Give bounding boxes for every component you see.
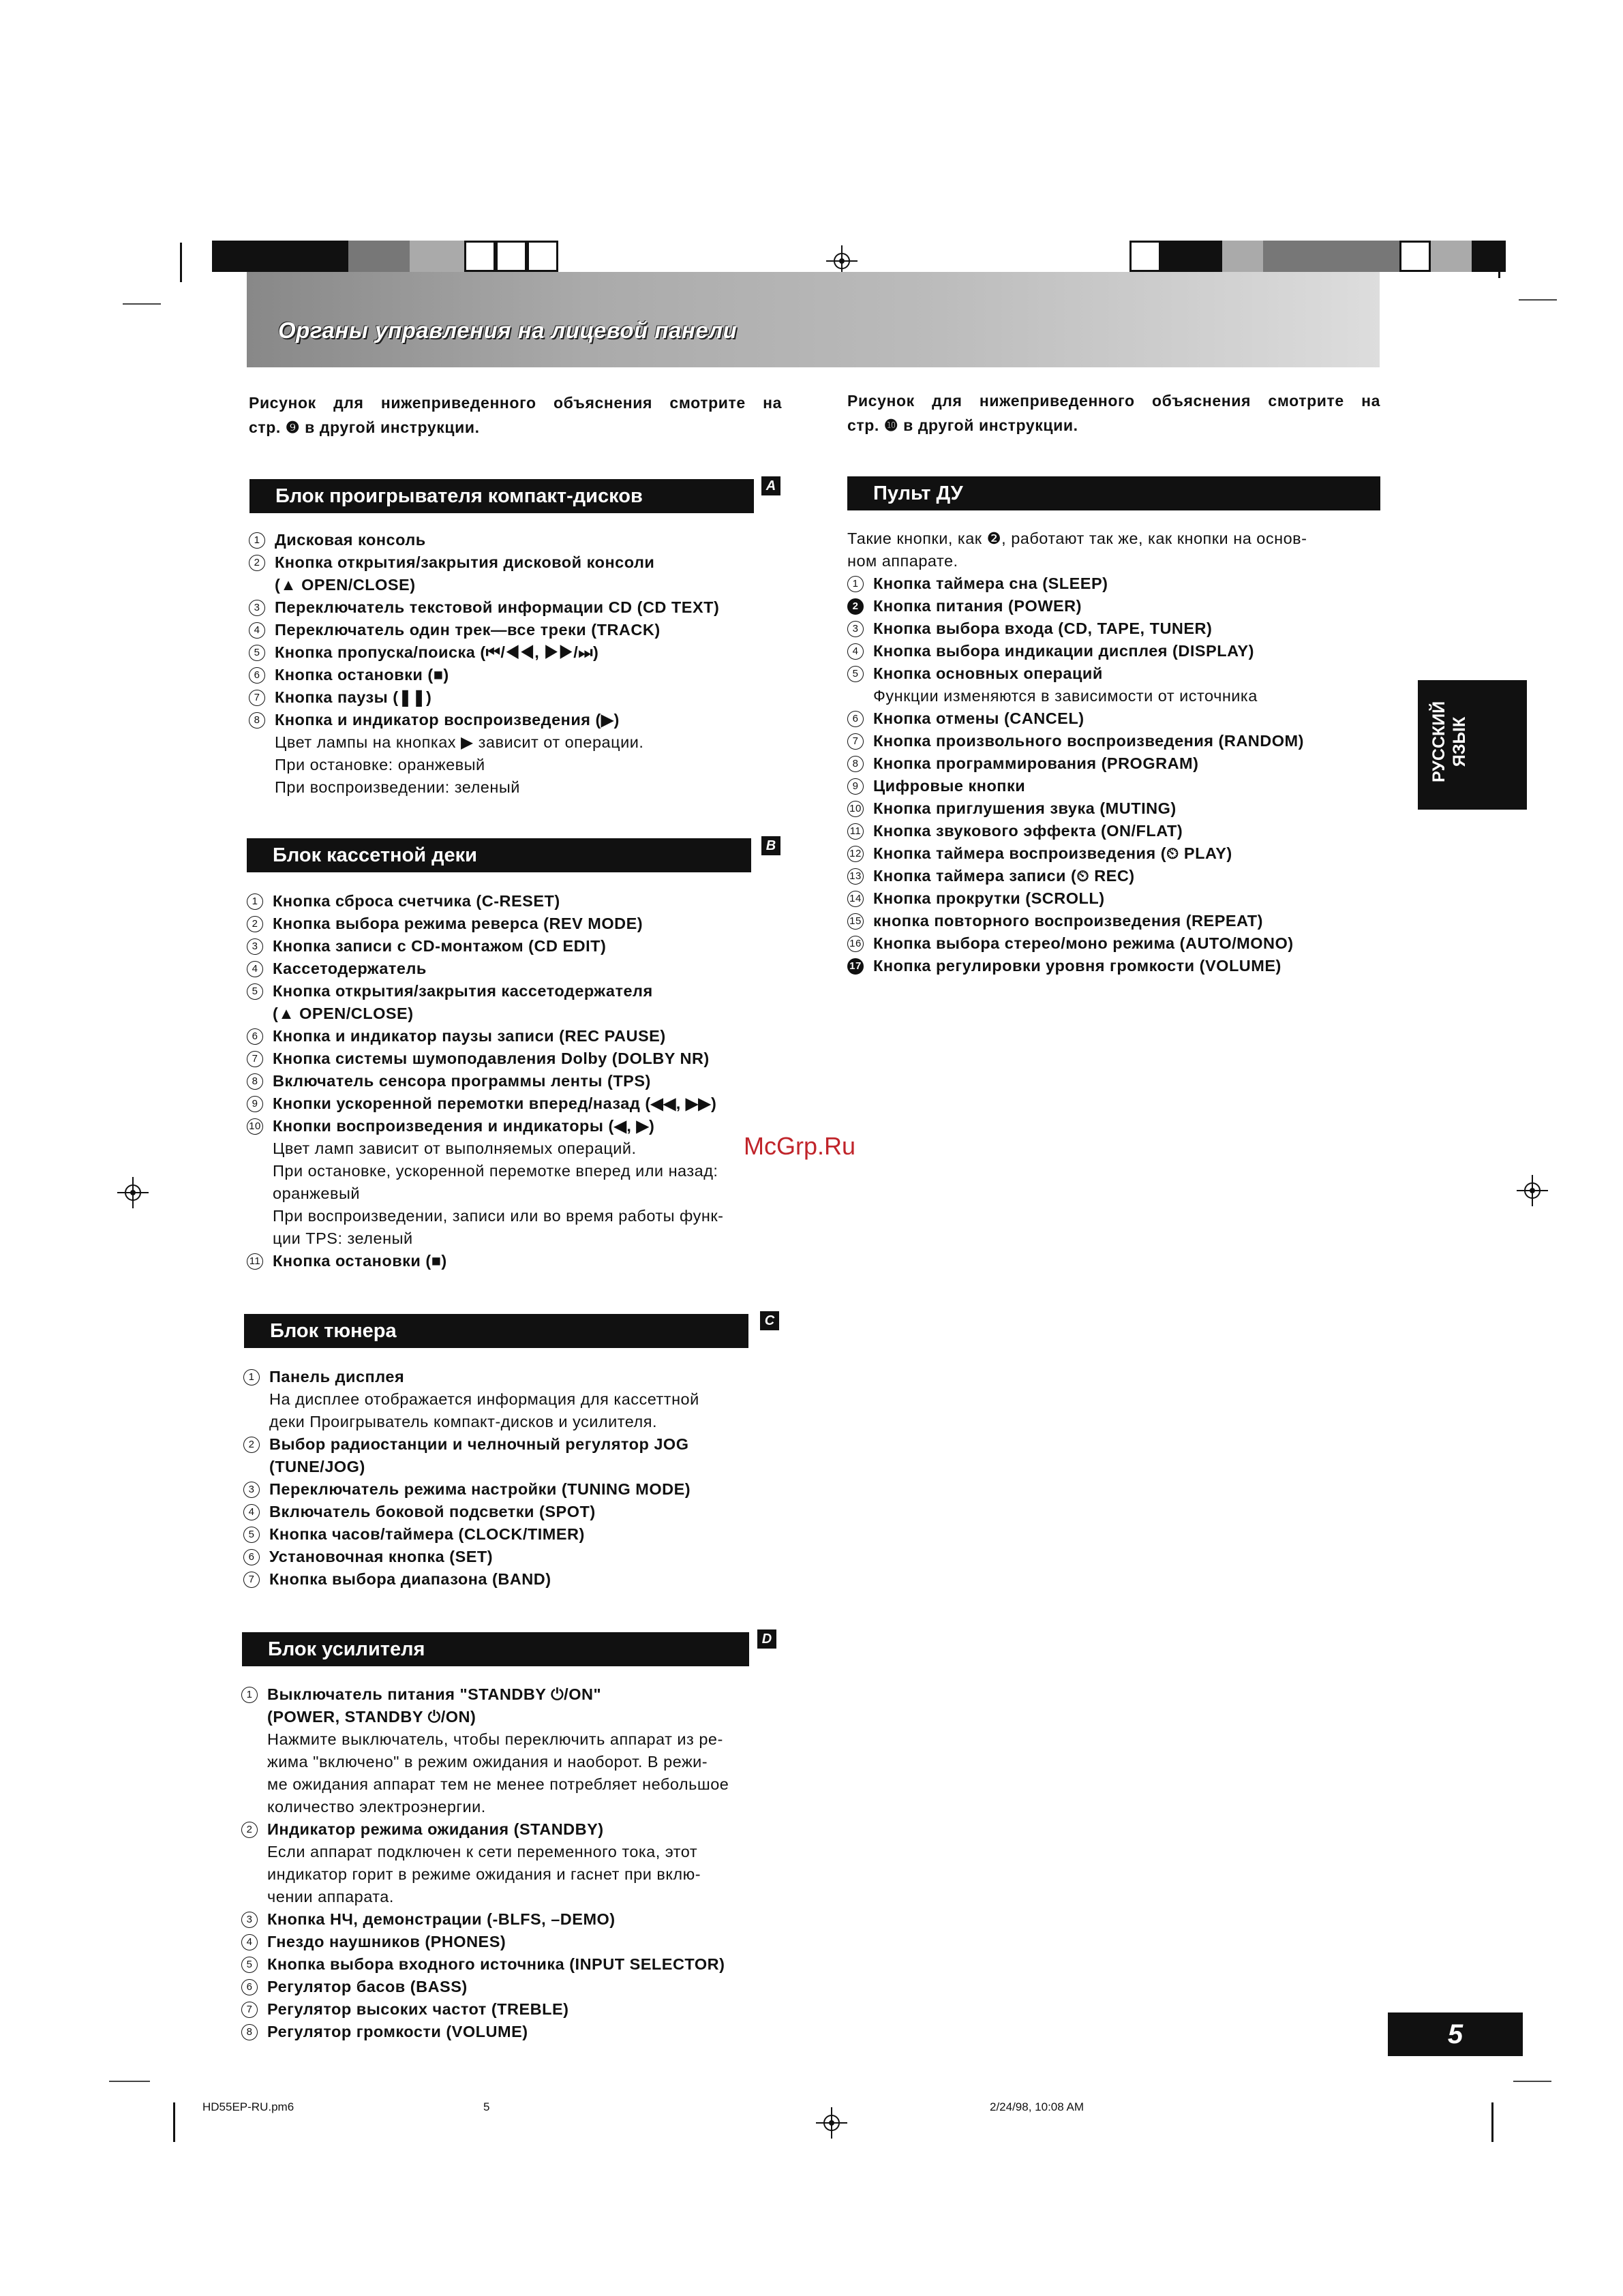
item-text: Выключатель питания "STANDBY ⏻/ON" (267, 1685, 602, 1703)
item-note (847, 685, 1304, 707)
item-text: Кнопка основных операций (873, 664, 1103, 682)
item-text: Кнопка выбора стерео/моно режима (AUTO/MONO) (873, 934, 1294, 952)
list-tape (247, 890, 723, 1272)
item-text: Кнопка таймера воспроизведения (⏲ PLAY) (873, 844, 1232, 862)
item-number: 3 (243, 1482, 260, 1498)
list-item (249, 709, 719, 731)
intro-right-line-1: Рисунок для нижеприведенного объяснения смотрите на (847, 392, 1380, 410)
section-header-remote: Пульт ДУ (847, 476, 1380, 510)
item-text: (▲ OPEN/CLOSE) (275, 576, 416, 594)
item-number: 4 (249, 622, 265, 639)
language-tab-line-1: РУССКИЙ (1429, 701, 1448, 782)
item-text: Переключатель один трек—все треки (TRACK) (275, 621, 661, 639)
item-number: 1 (243, 1369, 260, 1386)
item-number: 5 (847, 666, 864, 682)
item-number: 2 (247, 916, 263, 932)
item-text: Кнопка таймера сна (SLEEP) (873, 575, 1108, 592)
watermark: McGrp.Ru (744, 1132, 856, 1160)
item-text: Кнопка таймера записи (⏲ REC) (873, 867, 1135, 885)
list-item (247, 1092, 723, 1115)
item-text: Нажмите выключатель, чтобы переключить аппарат из ре- (267, 1730, 723, 1748)
list-item (847, 730, 1304, 752)
list-item (249, 596, 719, 619)
item-number: 8 (241, 2024, 258, 2040)
item-text: На дисплее отображается информация для кассеттной (269, 1390, 699, 1408)
crop-mark-h-bottom-right (1513, 2081, 1551, 2082)
item-text: Кнопка записи с CD-монтажом (CD EDIT) (273, 937, 607, 955)
item-number: 9 (247, 1096, 263, 1112)
item-text: Кнопка выбора входного источника (INPUT SELECTOR) (267, 1955, 725, 1973)
list-item (847, 640, 1304, 662)
section-icon-cd: A (761, 476, 780, 495)
item-number: 6 (247, 1028, 263, 1045)
item-number: 1 (847, 576, 864, 592)
item-number: 8 (247, 1073, 263, 1090)
footer-date: 2/24/98, 10:08 AM (990, 2100, 1084, 2113)
registration-bar-right (1129, 241, 1506, 272)
item-number: 1 (241, 1687, 258, 1703)
item-text: Кнопка остановки (■) (273, 1252, 447, 1270)
section-header-tuner: Блок тюнера (244, 1314, 748, 1348)
item-number: 12 (847, 846, 864, 862)
item-text: Функции изменяются в зависимости от источника (873, 687, 1258, 705)
item-text: При воспроизведении: зеленый (275, 778, 520, 796)
item-note (249, 754, 719, 776)
list-item (247, 1250, 723, 1272)
remote-intro-line-1: Такие кнопки, как ❷, работают так же, как кнопки на основ- (847, 530, 1307, 547)
list-item (247, 890, 723, 913)
item-text: Цвет ламп зависит от выполняемых операций. (273, 1139, 637, 1157)
item-text: Кнопка часов/таймера (CLOCK/TIMER) (269, 1525, 585, 1543)
list-item (247, 1025, 723, 1047)
item-text: Кнопка системы шумоподавления Dolby (DOLBY NR) (273, 1050, 710, 1067)
item-text: Кнопки ускоренной перемотки вперед/назад (◀◀, ▶▶) (273, 1095, 717, 1112)
item-text: Кнопка отмены (CANCEL) (873, 709, 1084, 727)
item-note (243, 1388, 699, 1411)
item-text: Регулятор высоких частот (TREBLE) (267, 2000, 569, 2018)
list-item (241, 2021, 729, 2043)
section-header-amp: Блок усилителя (242, 1632, 749, 1666)
item-text: Кнопка выбора диапазона (BAND) (269, 1570, 551, 1588)
crop-mark-h-right (1519, 299, 1557, 301)
crop-mark-bottom-left (173, 2102, 175, 2142)
item-number: 3 (247, 938, 263, 955)
language-tab (1418, 680, 1527, 810)
list-item (847, 910, 1304, 932)
item-number: 5 (247, 983, 263, 1000)
item-number: 4 (847, 643, 864, 660)
item-note (249, 731, 719, 754)
item-text: Кнопка выбора входа (CD, TAPE, TUNER) (873, 619, 1213, 637)
list-amp (241, 1683, 729, 2043)
item-text: ции TPS: зеленый (273, 1229, 413, 1247)
item-note (241, 1773, 729, 1796)
item-text: Кнопка паузы (❚❚) (275, 688, 432, 706)
crop-mark-h-left (123, 303, 161, 305)
remote-intro (847, 527, 1380, 572)
item-note (241, 1751, 729, 1773)
item-text: (▲ OPEN/CLOSE) (273, 1005, 414, 1022)
list-item (249, 641, 719, 664)
list-item (847, 595, 1304, 617)
list-remote (847, 572, 1304, 977)
item-number: 3 (249, 600, 265, 616)
item-continuation (241, 1706, 729, 1728)
registration-crosshair-right (1517, 1175, 1548, 1206)
item-text: (POWER, STANDBY ⏻/ON) (267, 1708, 476, 1726)
item-text: Кнопка НЧ, демонстрации (-BLFS, –DEMO) (267, 1910, 616, 1928)
item-number: 2 (243, 1437, 260, 1453)
list-item (247, 1115, 723, 1137)
list-item (847, 932, 1304, 955)
item-number: 7 (241, 2002, 258, 2018)
item-number: 10 (847, 801, 864, 817)
item-number: 6 (241, 1979, 258, 1995)
item-number: 15 (847, 913, 864, 930)
crop-mark-bottom-right (1491, 2102, 1493, 2142)
item-text: Кнопка сброса счетчика (C-RESET) (273, 892, 560, 910)
page-number: 5 (1388, 2012, 1523, 2056)
item-number: 9 (847, 778, 864, 795)
item-text: Кассетодержатель (273, 960, 427, 977)
list-item (241, 1931, 729, 1953)
crop-mark-h-bottom-left (109, 2081, 150, 2082)
item-number: 5 (243, 1527, 260, 1543)
item-number: 3 (241, 1912, 258, 1928)
list-item (847, 865, 1304, 887)
item-text: Кнопка звукового эффекта (ON/FLAT) (873, 822, 1183, 840)
item-number: 7 (247, 1051, 263, 1067)
intro-left (249, 391, 782, 440)
item-number: 11 (247, 1253, 263, 1270)
item-number: 11 (847, 823, 864, 840)
item-text: Переключатель режима настройки (TUNING MODE) (269, 1480, 691, 1498)
item-number: 2 (249, 555, 265, 571)
item-note (249, 776, 719, 799)
list-item (241, 1818, 729, 1841)
item-text: При остановке, ускоренной перемотке вперед или назад: (273, 1162, 718, 1180)
crop-mark-left-top (180, 243, 182, 282)
list-item (241, 1976, 729, 1998)
item-text: Регулятор басов (BASS) (267, 1978, 468, 1995)
list-cd (249, 529, 719, 799)
item-text: Кнопка открытия/закрытия кассетодержателя (273, 982, 653, 1000)
section-header-tape: Блок кассетной деки (247, 838, 751, 872)
item-text: При воспроизведении, записи или во время работы функ- (273, 1207, 724, 1225)
remote-intro-line-2: ном аппарате. (847, 552, 958, 570)
list-item (243, 1478, 699, 1501)
list-item (249, 619, 719, 641)
list-item (241, 1683, 729, 1706)
list-item (249, 686, 719, 709)
list-item (847, 752, 1304, 775)
item-text: Цвет лампы на кнопках ▶ зависит от операции. (275, 733, 644, 751)
list-item (247, 1047, 723, 1070)
item-note (241, 1796, 729, 1818)
item-text: Если аппарат подключен к сети переменного тока, этот (267, 1843, 698, 1861)
item-text: Кнопка выбора режима реверса (REV MODE) (273, 915, 643, 932)
item-number: 3 (847, 621, 864, 637)
registration-crosshair-bottom (816, 2107, 847, 2139)
list-item (249, 529, 719, 551)
list-item (247, 1070, 723, 1092)
list-item (243, 1568, 699, 1591)
list-item (241, 1908, 729, 1931)
item-continuation (243, 1456, 699, 1478)
list-item (847, 887, 1304, 910)
list-item (847, 955, 1304, 977)
item-text: деки Проигрыватель компакт-дисков и усилителя. (269, 1413, 657, 1430)
page-title: Органы управления на лицевой панели (278, 318, 738, 343)
item-number: 2 (241, 1822, 258, 1838)
item-continuation (247, 1002, 723, 1025)
intro-right (847, 388, 1380, 438)
list-item (241, 1998, 729, 2021)
item-text: Установочная кнопка (SET) (269, 1548, 494, 1565)
item-text: Кнопка регулировки уровня громкости (VOLUME) (873, 957, 1281, 975)
list-item (847, 842, 1304, 865)
item-text: Кнопка открытия/закрытия дисковой консоли (275, 553, 655, 571)
item-number: 1 (249, 532, 265, 549)
section-icon-tape: B (761, 836, 780, 855)
item-text: Кнопка и индикатор воспроизведения (▶) (275, 711, 620, 729)
item-number: 10 (247, 1118, 263, 1135)
item-number: 2 (847, 598, 864, 615)
item-number: 16 (847, 936, 864, 952)
item-text: Гнездо наушников (PHONES) (267, 1933, 506, 1950)
item-text: оранжевый (273, 1184, 360, 1202)
list-item (847, 820, 1304, 842)
item-number: 8 (847, 756, 864, 772)
item-number: 4 (241, 1934, 258, 1950)
item-continuation (249, 574, 719, 596)
language-tab-label (1429, 701, 1470, 782)
item-text: чении аппарата. (267, 1888, 394, 1905)
item-number: 14 (847, 891, 864, 907)
list-item (241, 1953, 729, 1976)
list-item (243, 1501, 699, 1523)
list-item (847, 662, 1304, 685)
item-number: 8 (249, 712, 265, 729)
item-number: 5 (249, 645, 265, 661)
item-text: кнопка повторного воспроизведения (REPEAT) (873, 912, 1263, 930)
item-number: 4 (243, 1504, 260, 1520)
item-text: количество электроэнергии. (267, 1798, 486, 1816)
section-icon-tuner: C (760, 1311, 779, 1330)
item-text: индикатор горит в режиме ожидания и гаснет при вклю- (267, 1865, 701, 1883)
item-text: Кнопка прокрутки (SCROLL) (873, 889, 1105, 907)
footer-file: HD55EP-RU.pm6 (202, 2100, 294, 2113)
list-item (243, 1523, 699, 1546)
item-number: 6 (249, 667, 265, 684)
item-text: Кнопка программирования (PROGRAM) (873, 754, 1199, 772)
item-text: Кнопка и индикатор паузы записи (REC PAUSE) (273, 1027, 666, 1045)
item-text: Выбор радиостанции и челночный регулятор JOG (269, 1435, 689, 1453)
item-number: 7 (847, 733, 864, 750)
list-item (249, 551, 719, 574)
item-number: 7 (243, 1572, 260, 1588)
item-number: 6 (847, 711, 864, 727)
item-number: 6 (243, 1549, 260, 1565)
list-item (247, 958, 723, 980)
item-text: Кнопки воспроизведения и индикаторы (◀, ▶) (273, 1117, 655, 1135)
item-note (247, 1160, 723, 1182)
item-text: Кнопка остановки (■) (275, 666, 449, 684)
item-text: Цифровые кнопки (873, 777, 1026, 795)
list-item (847, 572, 1304, 595)
item-number: 4 (247, 961, 263, 977)
item-text: При остановке: оранжевый (275, 756, 485, 774)
section-icon-amp: D (757, 1629, 776, 1649)
list-item (847, 797, 1304, 820)
section-header-cd: Блок проигрывателя компакт-дисков (249, 479, 754, 513)
item-number: 7 (249, 690, 265, 706)
list-item (243, 1433, 699, 1456)
item-text: Кнопка пропуска/поиска (⏮/◀◀, ▶▶/⏭) (275, 643, 599, 661)
item-number: 13 (847, 868, 864, 885)
item-text: Панель дисплея (269, 1368, 405, 1386)
item-text: Кнопка выбора индикации дисплея (DISPLAY) (873, 642, 1254, 660)
intro-left-line-1: Рисунок для нижеприведенного объяснения смотрите на (249, 394, 782, 412)
item-note (241, 1863, 729, 1886)
list-item (247, 913, 723, 935)
list-item (243, 1546, 699, 1568)
item-text: Кнопка произвольного воспроизведения (RANDOM) (873, 732, 1304, 750)
item-text: Дисковая консоль (275, 531, 426, 549)
item-number: 1 (247, 893, 263, 910)
list-item (847, 775, 1304, 797)
registration-crosshair-left (117, 1177, 149, 1208)
item-text: (TUNE/JOG) (269, 1458, 365, 1475)
footer-page: 5 (483, 2100, 490, 2113)
list-item (247, 935, 723, 958)
list-item (249, 664, 719, 686)
language-tab-line-2: ЯЗЫК (1450, 716, 1469, 767)
item-text: Регулятор громкости (VOLUME) (267, 2023, 528, 2040)
item-note (247, 1137, 723, 1160)
item-number: 5 (241, 1957, 258, 1973)
list-item (847, 617, 1304, 640)
item-note (241, 1728, 729, 1751)
item-text: Переключатель текстовой информации CD (CD TEXT) (275, 598, 720, 616)
item-text: Кнопка приглушения звука (MUTING) (873, 799, 1177, 817)
intro-right-line-2: стр. ❿ в другой инструкции. (847, 416, 1078, 434)
intro-left-line-2: стр. ❾ в другой инструкции. (249, 418, 480, 436)
item-text: Кнопка питания (POWER) (873, 597, 1082, 615)
list-item (847, 707, 1304, 730)
item-note (247, 1205, 723, 1227)
item-note (241, 1886, 729, 1908)
item-text: Включатель боковой подсветки (SPOT) (269, 1503, 596, 1520)
item-text: Включатель сенсора программы ленты (TPS) (273, 1072, 651, 1090)
list-tuner (243, 1366, 699, 1591)
item-text: жима "включено" в режим ожидания и наоборот. В режи- (267, 1753, 708, 1771)
item-note (243, 1411, 699, 1433)
item-note (247, 1227, 723, 1250)
item-number: 17 (847, 958, 864, 975)
item-text: ме ожидания аппарат тем не менее потребляет небольшое (267, 1775, 729, 1793)
registration-bar-left (212, 241, 558, 272)
item-note (247, 1182, 723, 1205)
item-text: Индикатор режима ожидания (STANDBY) (267, 1820, 604, 1838)
list-item (247, 980, 723, 1002)
item-note (241, 1841, 729, 1863)
list-item (243, 1366, 699, 1388)
